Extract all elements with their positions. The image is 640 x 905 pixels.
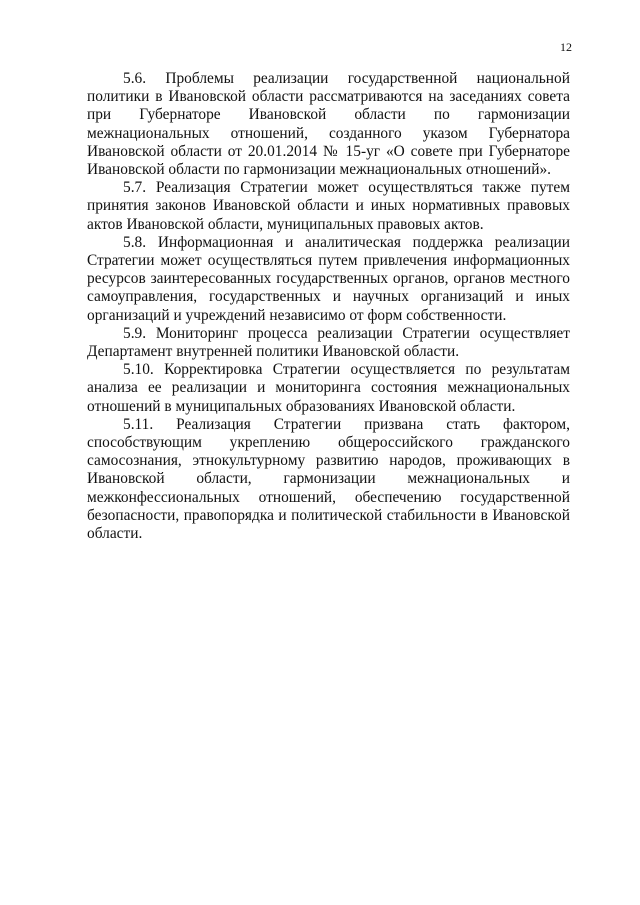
paragraph-text: Реализация Стратегии может осуществляться также путем принятия законов Ивановской области и иных нормативных правовых актов Ивановской области, муниципальных правовых актов.: [87, 179, 570, 233]
paragraph-number: 5.10.: [123, 361, 154, 379]
paragraph-text: Мониторинг процесса реализации Стратегии осуществляет Департамент внутренней политики Ивановской области.: [87, 324, 570, 361]
paragraph-number: 5.6.: [123, 70, 147, 87]
paragraph-5-10: [87, 361, 570, 416]
paragraph-number: 5.7.: [123, 179, 147, 197]
paragraph-5-6: [87, 70, 570, 179]
paragraph-number: 5.11.: [123, 415, 154, 433]
paragraph-text: Корректировка Стратегии осуществляется по результатам анализа ее реализации и мониторинга состояния межнациональных отношений в муниципальных образованиях Ивановской области.: [87, 361, 570, 415]
paragraph-5-8: [87, 234, 570, 325]
paragraph-5-7: [87, 179, 570, 234]
paragraph-5-9: [87, 325, 570, 361]
document-body: [87, 70, 570, 543]
paragraph-text: Проблемы реализации государственной национальной политики в Ивановской области рассматриваются на заседаниях совета при Губернаторе Ивановской области по гармонизации межнациональных отношений, созданного указом Губернатора Ивановской области от 20.01.2014 № 15-уг «О совете при Губернаторе Ивановской области по гармонизации межнациональных отношений».: [87, 70, 570, 179]
paragraph-text: Информационная и аналитическая поддержка реализации Стратегии может осуществляться путем привлечения информационных ресурсов заинтересованных государственных органов, органов местного самоуправления, государственных и научных организаций и иных организаций и учреждений независимо от форм собственности.: [87, 233, 570, 324]
paragraph-5-11: [87, 416, 570, 543]
paragraph-number: 5.9.: [123, 324, 147, 342]
paragraph-text: Реализация Стратегии призвана стать фактором, способствующим укреплению общероссийского гражданского самосознания, этнокультурному развитию народов, проживающих в Ивановской области, гармонизации межнациональных и межконфессиональных отношений, обеспечению государственной безопасности, правопорядка и политической стабильности в Ивановской области.: [87, 415, 570, 543]
page-number: 12: [560, 40, 572, 54]
paragraph-number: 5.8.: [123, 233, 147, 251]
